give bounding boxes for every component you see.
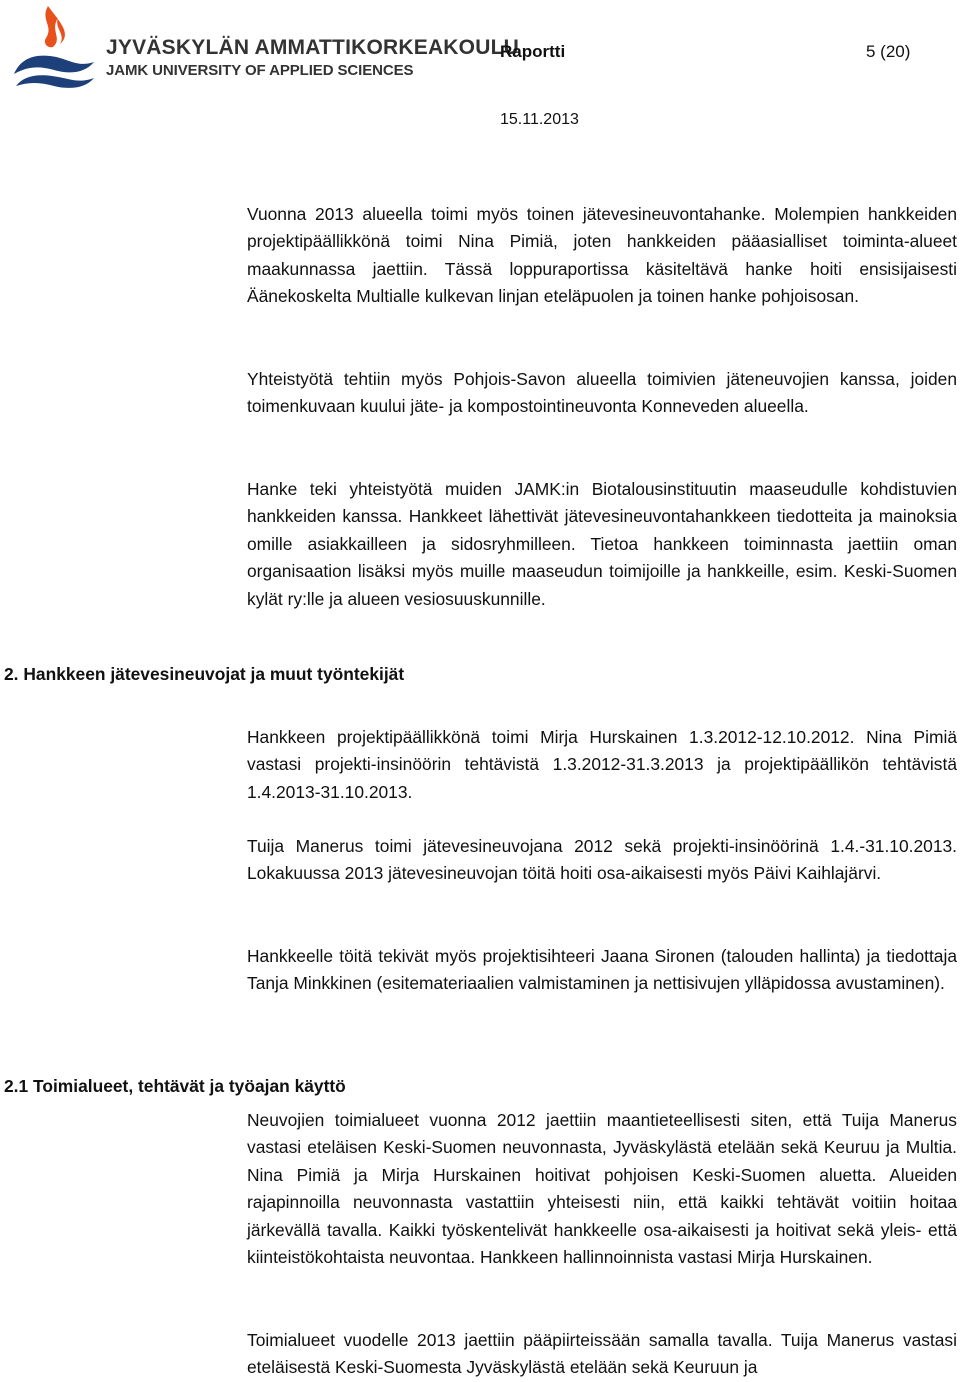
logo-institution-name-en: JAMK UNIVERSITY OF APPLIED SCIENCES — [106, 62, 414, 79]
paragraph-2: Yhteistyötä tehtiin myös Pohjois-Savon alueella toimivien jäteneuvojien kanssa, joiden toimenkuvaan kuului jäte- ja kompostointineuvonta Konneveden alueella. — [247, 369, 957, 417]
section-heading-2-1: 2.1 Toimialueet, tehtävät ja työajan käyttö — [4, 1076, 346, 1096]
document-date: 15.11.2013 — [500, 111, 579, 128]
paragraph-5: Tuija Manerus toimi jätevesineuvojana 2012 sekä projekti-insinöörinä 1.4.-31.10.2013. Lokakuussa 2013 jätevesineuvojan töitä hoiti osa-aikaisesti myös Päivi Kaihlajärvi. — [247, 836, 957, 884]
paragraph-8: Toimialueet vuodelle 2013 jaettiin pääpiirteissään samalla tavalla. Tuija Manerus vastasi eteläisestä Keski-Suomesta Jyväskylästä etelään sekä Keuruun ja — [247, 1330, 957, 1378]
section-heading-2: 2. Hankkeen jätevesineuvojat ja muut työntekijät — [4, 664, 405, 684]
page-header — [0, 0, 960, 140]
jamk-flame-icon — [10, 4, 100, 94]
paragraph-3: Hanke teki yhteistyötä muiden JAMK:in Biotalousinstituutin maaseudulle kohdistuvien hankkeiden kanssa. Hankkeet lähettivät jätevesineuvontahankkeen tiedotteita ja mainoksia omille asiakkailleen ja sidosryhmilleen. Tietoa hankkeen toiminnasta jaettiin oman organisaation lisäksi myös muille maaseudun toimijoille ja hankkeille, esim. Keski-Suomen kylät ry:lle ja alueen vesiosuuskunnille. — [247, 479, 957, 609]
page-number: 5 (20) — [866, 42, 911, 61]
paragraph-4: Hankkeen projektipäällikkönä toimi Mirja Hurskainen 1.3.2012-12.10.2012. Nina Pimiä vastasi projekti-insinöörin tehtävistä 1.3.2012-31.3.2013 ja projektipäällikön tehtävistä 1.4.2013-31.10.2013. — [247, 727, 957, 802]
paragraph-1: Vuonna 2013 alueella toimi myös toinen jätevesineuvontahanke. Molempien hankkeiden projektipäällikkönä toimi Nina Pimiä, joten hankkeiden pääasialliset toiminta-alueet maakunnassa jaettiin. Tässä loppuraportissa käsiteltävä hanke hoiti ensisijaisesti Äänekoskelta Multialle kulkevan linjan eteläpuolen ja toinen hanke pohjoisosan. — [247, 204, 957, 307]
jamk-logo — [10, 4, 519, 94]
paragraph-6: Hankkeelle töitä tekivät myös projektisihteeri Jaana Sironen (talouden hallinta) ja tiedottaja Tanja Minkkinen (esitemateriaalien valmistaminen ja nettisivujen ylläpidossa avustaminen). — [247, 946, 957, 994]
document-type: Raportti — [500, 42, 566, 61]
logo-institution-name: JYVÄSKYLÄN AMMATTIKORKEAKOULU — [106, 36, 519, 59]
paragraph-7: Neuvojien toimialueet vuonna 2012 jaettiin maantieteellisesti siten, että Tuija Manerus vastasi eteläisen Keski-Suomen neuvonnasta, Jyväskylästä etelään sekä Keuruu ja Multia. Nina Pimiä ja Mirja Hurskainen hoitivat pohjoisen Keski-Suomen aluetta. Alueiden rajapinnoilla neuvonnasta vastattiin yhteisesti niin, että kaikki tehtävät voitiin hoitaa järkevällä tavalla. Kaikki työskentelivät hankkeelle osa-aikaisesti ja hoitivat sekä yleis- että kiinteistökohtaista neuvontaa. Hankkeen hallinnoinnista vastasi Mirja Hurskainen. — [247, 1110, 957, 1268]
